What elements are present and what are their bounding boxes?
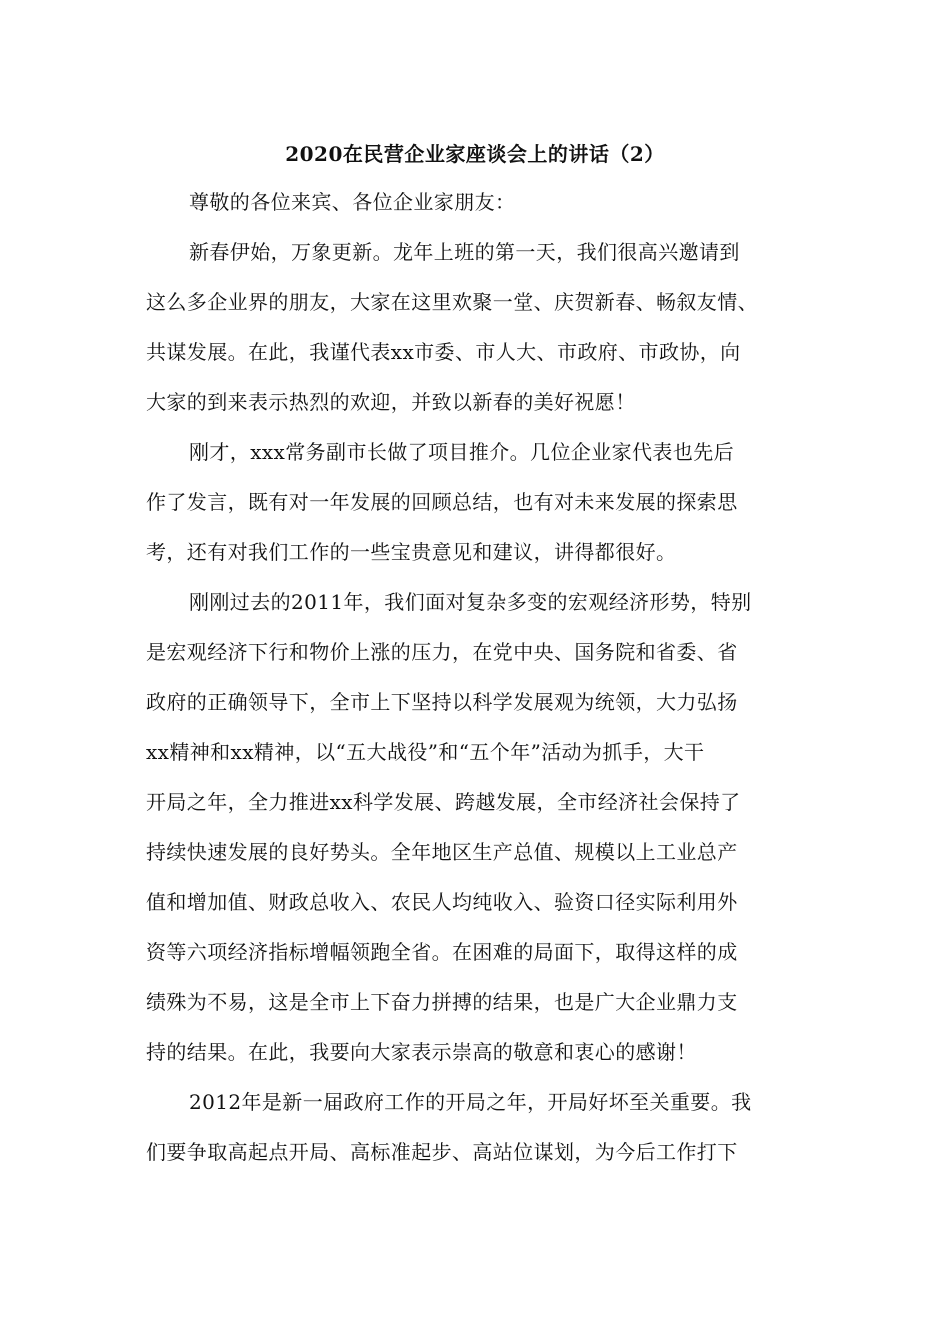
paragraph-line: 大家的到来表示热烈的欢迎，并致以新春的美好祝愿！ — [146, 390, 636, 414]
paragraph-line: 刚才，xxx常务副市长做了项目推介。几位企业家代表也先后 — [189, 440, 735, 464]
paragraph-line: 是宏观经济下行和物价上涨的压力，在党中央、国务院和省委、省 — [146, 640, 738, 664]
paragraph-line: 持的结果。在此，我要向大家表示崇高的敬意和衷心的感谢！ — [146, 1040, 697, 1064]
paragraph-line: 绩殊为不易，这是全市上下奋力拼搏的结果，也是广大企业鼎力支 — [146, 990, 738, 1014]
paragraph-line: 2012年是新一届政府工作的开局之年，开局好坏至关重要。我 — [189, 1090, 752, 1114]
paragraph-line: 值和增加值、财政总收入、农民人均纯收入、验资口径实际利用外 — [146, 890, 738, 914]
paragraph-line: 刚刚过去的2011年，我们面对复杂多变的宏观经济形势，特别 — [189, 590, 752, 614]
paragraph-line: 持续快速发展的良好势头。全年地区生产总值、规模以上工业总产 — [146, 840, 738, 864]
paragraph-line: 考，还有对我们工作的一些宝贵意见和建议，讲得都很好。 — [146, 540, 677, 564]
document-title: 2020在民营企业家座谈会上的讲话（2） — [285, 142, 665, 166]
paragraph-line: 这么多企业界的朋友，大家在这里欢聚一堂、庆贺新春、畅叙友情、 — [146, 290, 758, 314]
paragraph-line: 政府的正确领导下，全市上下坚持以科学发展观为统领，大力弘扬 — [146, 690, 738, 714]
paragraph-line: 作了发言，既有对一年发展的回顾总结，也有对未来发展的探索思 — [146, 490, 738, 514]
paragraph-line: 新春伊始，万象更新。龙年上班的第一天，我们很高兴邀请到 — [189, 240, 740, 264]
paragraph-line: xx精神和xx精神，以“五大战役”和“五个年”活动为抓手，大干 — [146, 740, 705, 764]
salutation-line: 尊敬的各位来宾、各位企业家朋友： — [189, 190, 516, 214]
paragraph-line: 们要争取高起点开局、高标准起步、高站位谋划，为今后工作打下 — [146, 1140, 738, 1164]
paragraph-line: 资等六项经济指标增幅领跑全省。在困难的局面下，取得这样的成 — [146, 940, 738, 964]
paragraph-line: 共谋发展。在此，我谨代表xx市委、市人大、市政府、市政协，向 — [146, 340, 741, 364]
paragraph-line: 开局之年，全力推进xx科学发展、跨越发展，全市经济社会保持了 — [146, 790, 741, 814]
